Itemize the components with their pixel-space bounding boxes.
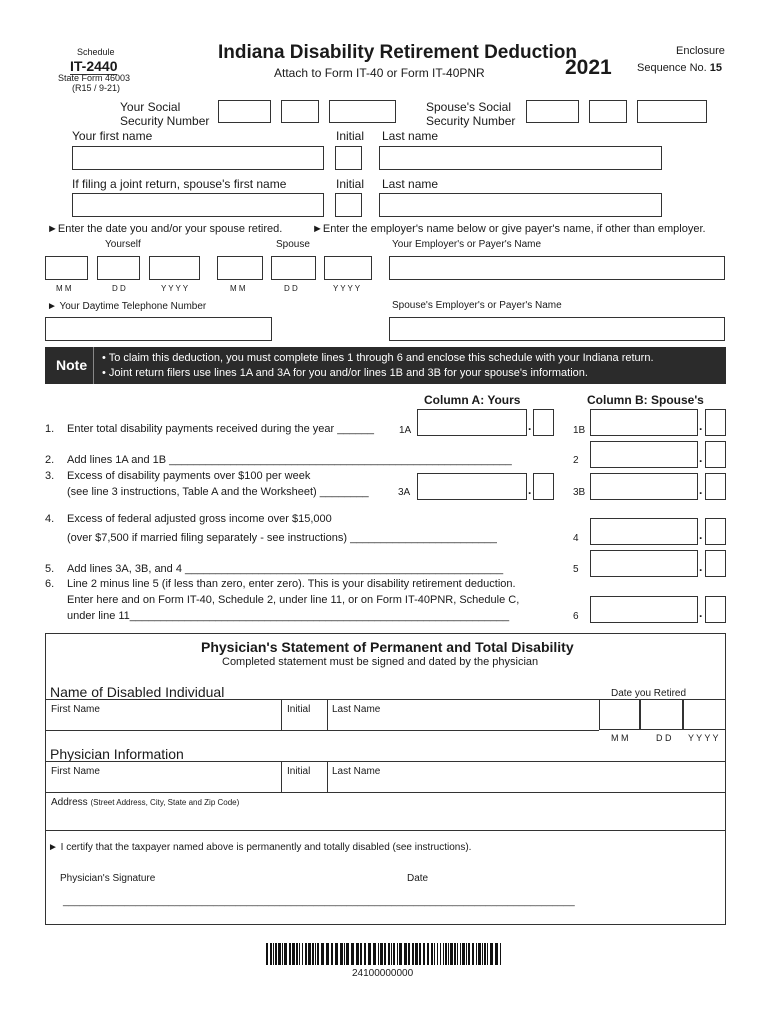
column-a-header: Column A: Yours (424, 393, 521, 407)
line-5-dot: . (699, 560, 703, 574)
line-6-dot: . (699, 606, 703, 620)
spouse-label: Spouse (276, 239, 310, 250)
retire-year-spouse[interactable] (324, 256, 372, 280)
line-3a-amount[interactable] (417, 473, 527, 500)
phone-input[interactable] (45, 317, 272, 341)
line-6-text-1: Line 2 minus line 5 (if less than zero, enter zero). This is your disability retirement deduction. (67, 578, 516, 590)
enclosure-label: Enclosure (676, 45, 725, 57)
line-3a-dot: . (528, 483, 532, 497)
line-3a-label: 3A (398, 487, 411, 498)
retire-year-you[interactable] (149, 256, 200, 280)
line-6-text-2: Enter here and on Form IT-40, Schedule 2, under line 11, or on Form IT-40PNR, Schedule C, (67, 594, 520, 606)
line-6-amount[interactable] (590, 596, 698, 623)
state-form: State Form 46003 (58, 73, 131, 83)
date-label: Date (407, 873, 429, 884)
line-2-text: Add lines 1A and 1B ________________________________________________________ (67, 454, 512, 466)
line-4-cents-box (705, 518, 726, 545)
line-4-dot: . (699, 528, 703, 542)
disabled-first-name-label: First Name (51, 704, 100, 715)
barcode-number: 24100000000 (352, 968, 414, 979)
ssn-part-2[interactable] (281, 100, 319, 123)
spouse-employer-input[interactable] (389, 317, 725, 341)
physician-info-heading: Physician Information (50, 746, 184, 762)
ssn-part-3[interactable] (329, 100, 396, 123)
physician-first-name-label: First Name (51, 766, 100, 777)
line-2-dot: . (699, 451, 703, 465)
physician-last-name-label: Last Name (332, 766, 381, 777)
line-6-number: 6. (45, 578, 55, 590)
certify-statement: ► I certify that the taxpayer named above is permanently and totally disabled (see instructions). (48, 842, 472, 853)
retired-month-input[interactable] (599, 699, 640, 730)
line-2-amount[interactable] (590, 441, 698, 468)
spouse-first-name-input[interactable] (72, 193, 324, 217)
spouse-employer-label: Spouse's Employer's or Payer's Name (392, 300, 562, 311)
retire-date-prompt: ►Enter the date you and/or your spouse retired. (47, 223, 283, 235)
employer-input[interactable] (389, 256, 725, 280)
phone-label: ► Your Daytime Telephone Number (47, 301, 207, 312)
column-b-header: Column B: Spouse's (587, 393, 704, 407)
line-3-text-2: (see line 3 instructions, Table A and the Worksheet) ________ (67, 486, 369, 498)
line-3b-cents-box (705, 473, 726, 500)
note-bullet-1: • To claim this deduction, you must complete lines 1 through 6 and enclose this schedule with your Indiana return. (102, 352, 654, 364)
line-1-text: Enter total disability payments received during the year ______ (67, 423, 374, 435)
line-5-label: 5 (573, 564, 579, 575)
spouse-ssn-part-2[interactable] (589, 100, 627, 123)
line-3a-cents-box (533, 473, 554, 500)
line-3-number: 3. (45, 470, 55, 482)
disabled-first-name-input[interactable] (46, 700, 280, 729)
line-1-number: 1. (45, 423, 55, 435)
note-divider (93, 347, 94, 384)
line-3b-amount[interactable] (590, 473, 698, 500)
barcode (266, 943, 504, 965)
line-1b-label: 1B (573, 425, 586, 436)
sequence-label: Sequence No. 15 (637, 62, 723, 74)
disabled-initial-label: Initial (287, 704, 311, 715)
line-4-number: 4. (45, 513, 55, 525)
line-2-label: 2 (573, 455, 579, 466)
page-subtitle: Attach to Form IT-40 or Form IT-40PNR (274, 66, 485, 80)
physician-title: Physician's Statement of Permanent and Total Disability (201, 639, 574, 655)
signature-label: Physician's Signature (60, 873, 156, 884)
physician-first-name-input[interactable] (46, 762, 280, 791)
form-number: IT-2440 (70, 58, 118, 74)
line-4-amount[interactable] (590, 518, 698, 545)
yyyy-hint-spouse: Y Y Y Y (333, 284, 361, 293)
spouse-first-name-label: If filing a joint return, spouse's first name (72, 177, 287, 191)
employer-prompt: ►Enter the employer's name below or give payer's name, if other than employer. (312, 223, 706, 235)
line-5-number: 5. (45, 563, 55, 575)
spouse-ssn-label-2: Security Number (426, 114, 516, 128)
line-2-cents-box (705, 441, 726, 468)
line-1a-label: 1A (399, 425, 412, 436)
dd-hint: D D (112, 284, 126, 293)
line-1a-dot: . (528, 419, 532, 433)
line-1b-dot: . (699, 419, 703, 433)
line-3b-label: 3B (573, 487, 586, 498)
line-1b-cents-box (705, 409, 726, 436)
line-2-number: 2. (45, 454, 55, 466)
spouse-ssn-label: Spouse's Social (426, 100, 512, 114)
last-name-label: Last name (382, 129, 439, 143)
physician-subtitle: Completed statement must be signed and dated by the physician (222, 656, 539, 668)
retired-yyyy-hint: Y Y Y Y (688, 733, 719, 743)
line-3b-dot: . (699, 483, 703, 497)
revision: (R15 / 9-21) (72, 83, 121, 93)
line-6-text-3: under line 11______________________________________________________________ (67, 610, 510, 622)
line-5-cents-box (705, 550, 726, 577)
yourself-label: Yourself (105, 239, 141, 250)
line-4-text-1: Excess of federal adjusted gross income over $15,000 (67, 513, 332, 525)
ssn-part-1[interactable] (218, 100, 271, 123)
schedule-label: Schedule (77, 47, 115, 57)
mm-hint: M M (56, 284, 72, 293)
line-5-text: Add lines 3A, 3B, and 4 ____________________________________________________ (67, 563, 504, 575)
spouse-initial-input[interactable] (335, 193, 362, 217)
disabled-last-name-label: Last Name (332, 704, 381, 715)
ssn-label-2: Security Number (120, 114, 210, 128)
address-input[interactable] (46, 793, 725, 829)
note-label: Note (56, 357, 88, 373)
physician-initial-input[interactable] (282, 762, 326, 791)
retire-month-you[interactable] (45, 256, 88, 280)
line-5-amount[interactable] (590, 550, 698, 577)
spouse-initial-label: Initial (336, 177, 365, 191)
note-bullet-2: • Joint return filers use lines 1A and 3A for you and/or lines 1B and 3B for your spouse's information. (102, 367, 588, 379)
retire-day-spouse[interactable] (271, 256, 316, 280)
dd-hint-spouse: D D (284, 284, 298, 293)
retired-day-input[interactable] (640, 699, 683, 730)
first-name-label: Your first name (72, 129, 153, 143)
retire-day-you[interactable] (97, 256, 140, 280)
line-1a-cents-box (533, 409, 554, 436)
disabled-initial-input[interactable] (282, 700, 326, 729)
ssn-label: Your Social (120, 100, 181, 114)
yyyy-hint: Y Y Y Y (161, 284, 189, 293)
line-1b-amount[interactable] (590, 409, 698, 436)
line-6-label: 6 (573, 611, 579, 622)
employer-label: Your Employer's or Payer's Name (392, 239, 542, 250)
retire-month-spouse[interactable] (217, 256, 263, 280)
physician-initial-label: Initial (287, 766, 311, 777)
address-label: Address (Street Address, City, State and Zip Code) (51, 797, 240, 808)
signature-line[interactable]: ____________________________________________________________________________________________ (63, 896, 575, 907)
physician-last-name-input[interactable] (328, 762, 725, 791)
spouse-last-name-input[interactable] (379, 193, 662, 217)
initial-label: Initial (336, 129, 365, 143)
spouse-last-name-label: Last name (382, 177, 439, 191)
line-3-text-1: Excess of disability payments over $100 per week (67, 470, 311, 482)
spouse-ssn-part-3[interactable] (637, 100, 707, 123)
retired-dd-hint: D D (656, 733, 672, 743)
page-title: Indiana Disability Retirement Deduction (218, 42, 577, 63)
line-4-text-2: (over $7,500 if married filing separately - see instructions) ________________________ (67, 532, 497, 544)
initial-input[interactable] (335, 146, 362, 170)
spouse-ssn-part-1[interactable] (526, 100, 579, 123)
line-4-label: 4 (573, 533, 579, 544)
disabled-heading: Name of Disabled Individual (50, 684, 225, 700)
date-retired-label: Date you Retired (611, 688, 687, 699)
line-1a-amount[interactable] (417, 409, 527, 436)
last-name-input[interactable] (379, 146, 662, 170)
line-6-cents-box (705, 596, 726, 623)
retired-year-input[interactable] (683, 699, 726, 730)
first-name-input[interactable] (72, 146, 324, 170)
tax-year: 2021 (565, 56, 612, 79)
disabled-last-name-input[interactable] (328, 700, 598, 729)
mm-hint-spouse: M M (230, 284, 246, 293)
retired-mm-hint: M M (611, 733, 629, 743)
